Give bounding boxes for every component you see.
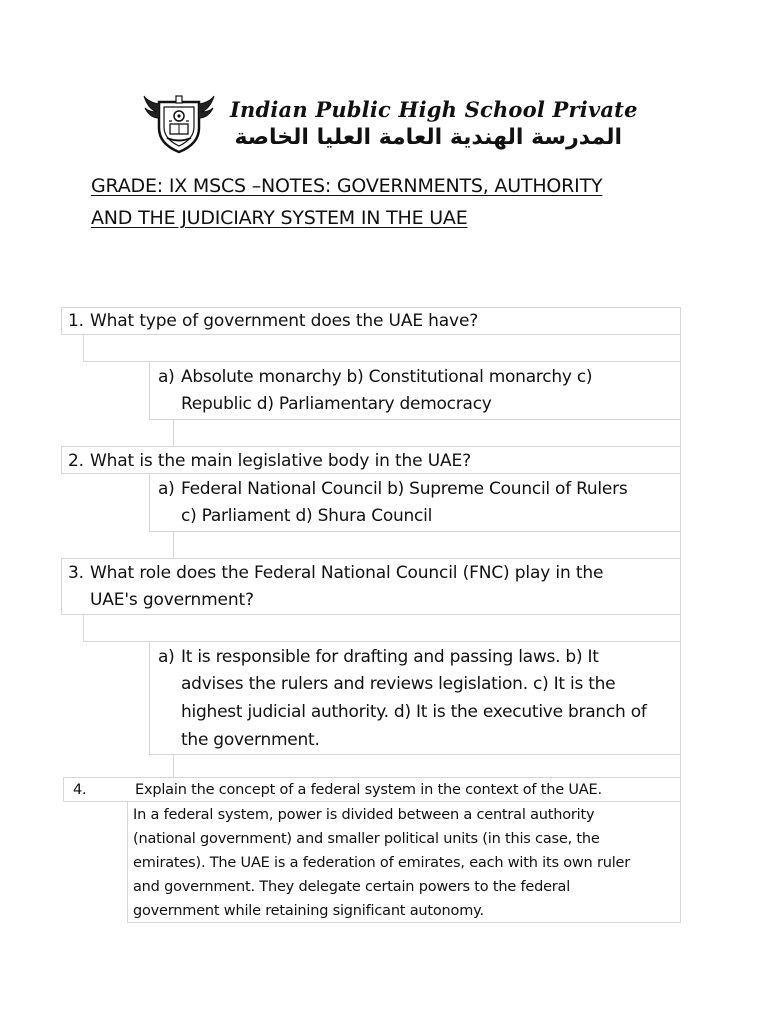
q1-options-marker: a) — [158, 367, 175, 387]
q4-answer-line-1: In a federal system, power is divided between a central authority — [133, 807, 595, 823]
q2-bottom-cell — [173, 531, 681, 559]
q4-answer-line-5: government while retaining significant autonomy. — [133, 903, 484, 919]
q1-bottom-cell — [173, 419, 681, 447]
q1-options-line-2: Republic d) Parliamentary democracy — [181, 394, 492, 414]
page-title-line-2: AND THE JUDICIARY SYSTEM IN THE UAE — [91, 207, 468, 229]
q3-options-line-2: advises the rulers and reviews legislation. c) It is the — [181, 674, 616, 694]
q3-options-line-3: highest judicial authority. d) It is the executive branch of — [181, 702, 647, 722]
q1-spacer-cell — [83, 334, 681, 362]
q1-options-line-1: Absolute monarchy b) Constitutional monarchy c) — [181, 367, 593, 387]
q3-options-line-4: the government. — [181, 730, 320, 750]
q1-number: 1. — [68, 311, 84, 331]
q2-number: 2. — [68, 451, 84, 471]
school-name-arabic: المدرسة الهندية العامة العليا الخاصة — [234, 125, 622, 150]
q4-answer-line-4: and government. They delegate certain powers to the federal — [133, 879, 571, 895]
q4-answer-line-3: emirates). The UAE is a federation of emirates, each with its own ruler — [133, 855, 631, 871]
page-title-line-1: GRADE: IX MSCS –NOTES: GOVERNMENTS, AUTHORITY — [91, 175, 603, 197]
q3-number: 3. — [68, 563, 84, 583]
q4-number: 4. — [73, 782, 87, 798]
q3-question-line-2: UAE's government? — [90, 590, 254, 610]
school-name-english: Indian Public High School Private — [230, 97, 638, 122]
q1-question-text: What type of government does the UAE have? — [90, 311, 479, 331]
q3-options-marker: a) — [158, 647, 175, 667]
q2-question-text: What is the main legislative body in the UAE? — [90, 451, 471, 471]
q3-options-line-1: It is responsible for drafting and passing laws. b) It — [181, 647, 599, 667]
q4-answer-line-2: (national government) and smaller political units (in this case, the — [133, 831, 600, 847]
school-crest-logo — [143, 94, 215, 154]
q2-options-line-1: Federal National Council b) Supreme Council of Rulers — [181, 479, 628, 499]
q3-bottom-cell — [173, 754, 681, 778]
q3-spacer-cell — [83, 614, 681, 642]
q2-options-line-2: c) Parliament d) Shura Council — [181, 506, 433, 526]
q4-question-text: Explain the concept of a federal system in the context of the UAE. — [135, 782, 602, 798]
q3-question-line-1: What role does the Federal National Council (FNC) play in the — [90, 563, 604, 583]
q2-options-marker: a) — [158, 479, 175, 499]
